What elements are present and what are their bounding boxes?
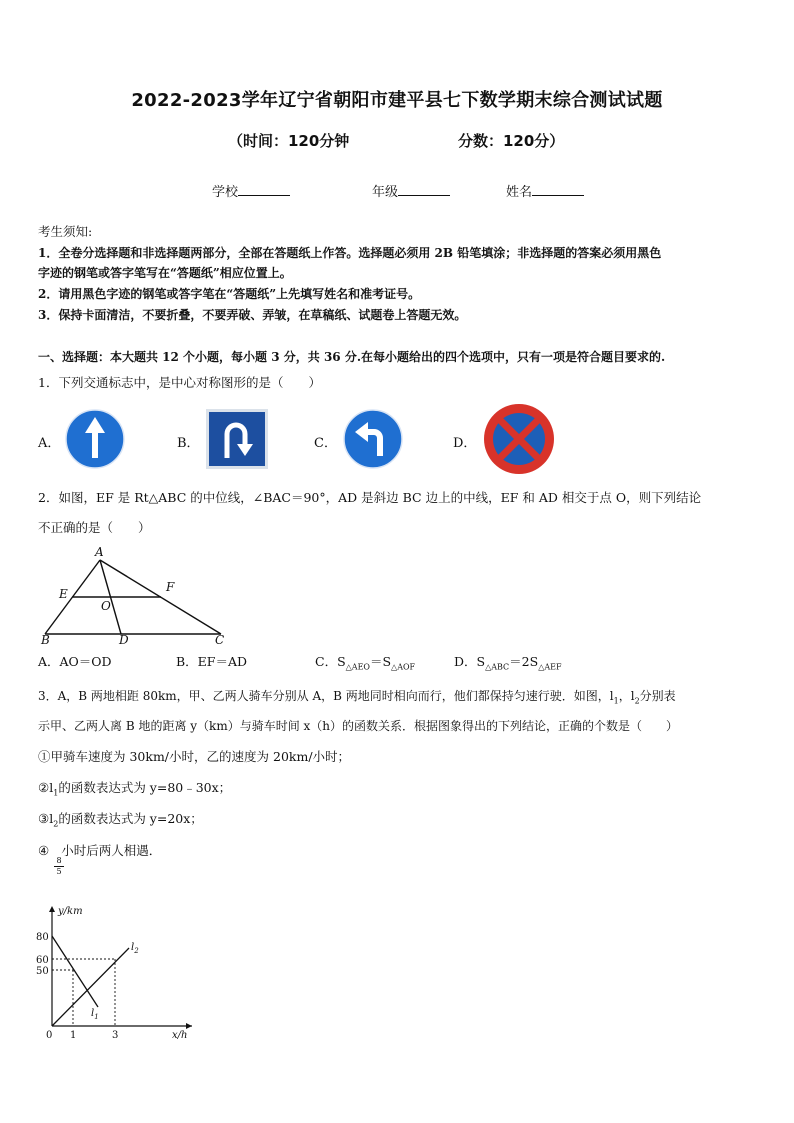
x-tick-1: 1 — [70, 1030, 77, 1040]
x-tick-0: 0 — [46, 1030, 53, 1040]
point-e-label: E — [59, 587, 68, 601]
no-parking-sign-icon — [480, 402, 558, 476]
point-d-label: D — [119, 633, 129, 647]
x-axis-label: x/h — [172, 1030, 188, 1040]
distance-time-graph — [30, 898, 200, 1040]
grade-field — [372, 181, 450, 200]
y-tick-50: 50 — [36, 966, 49, 977]
q2-stem-line2: 不正确的是（ ） — [38, 520, 151, 535]
point-b-label: B — [41, 633, 50, 647]
exam-score: 分数：120分） — [458, 132, 565, 150]
q3-conclusion-3: $③l_2$的函数表达式为 y=20x； — [38, 811, 203, 829]
q3-conclusion-1: ①甲骑车速度为 30km/小时，乙的速度为 20km/小时； — [38, 749, 351, 764]
exam-time: （时间：120分钟 — [228, 132, 350, 150]
point-c-label: C — [215, 633, 225, 647]
fraction-8-5 — [54, 856, 64, 877]
section1-heading: 一、选择题：本大题共 12 个小题，每小题 3 分，共 36 分.在每小题给出的四个选项中，只有一项是符合题目要求的. — [38, 350, 666, 364]
q2-option-c: C．$S_{\triangle AEO}=S_{\triangle AOF}$ — [315, 654, 416, 672]
q3-stem-line2: 示甲、乙两人离 B 地的距离 y（km）与骑车时间 x（h）的函数关系．根据图象得出的下列结论，正确的个数是（ ） — [38, 719, 679, 733]
y-axis-label: y/km — [58, 906, 83, 917]
name-blank — [532, 183, 584, 196]
q3-conclusion-4: ④ 小时后两人相遇． — [38, 843, 162, 858]
triangle-figure — [36, 544, 232, 648]
y-tick-60: 60 — [36, 955, 49, 966]
notice-item-1: 1．全卷分选择题和非选择题两部分，全部在答题纸上作答。选择题必须用 2B 铅笔填涂；非选择题的答案必须用黑色 — [38, 246, 662, 260]
school-label: 学校 — [212, 185, 239, 200]
notice-item-3: 3．保持卡面清洁，不要折叠，不要弄破、弄皱，在草稿纸、试题卷上答题无效。 — [38, 308, 467, 322]
notice-item-2: 2．请用黑色字迹的钢笔或答字笔在“答题纸”上先填写姓名和准考证号。 — [38, 287, 421, 301]
u-turn-sign-icon — [205, 408, 269, 470]
q2-option-b: B．EF＝AD — [176, 654, 248, 669]
q1-option-d-label: D． — [453, 436, 477, 451]
left-turn-sign-icon — [342, 408, 404, 470]
page-title: 2022-2023学年辽宁省朝阳市建平县七下数学期末综合测试试题 — [131, 90, 663, 111]
q2-stem-line1: 2．如图，EF 是 Rt△ABC 的中位线，∠BAC＝90°，AD 是斜边 BC 边上的中线，EF 和 AD 相交于点 O，则下列结论 — [38, 490, 702, 505]
q3-stem-line1: 3．A，B 两地相距 80km，甲、乙两人骑车分别从 A，B 两地同时相向而行，他们都保持匀速行驶．如图，$l_1$，$l_2$分别表 — [38, 689, 676, 706]
line-l1 — [52, 936, 98, 1007]
q1-option-a-label: A． — [38, 436, 61, 451]
l1-label: $l_1$ — [91, 1008, 99, 1021]
q2-option-a: A．AO＝OD — [38, 654, 112, 669]
q3-conclusion-2: $②l_1$的函数表达式为 y=80﹣30x； — [38, 780, 232, 798]
school-blank — [238, 183, 290, 196]
up-arrow-sign-icon — [64, 408, 126, 470]
q1-option-b-label: B． — [177, 436, 200, 451]
q1-option-c-label: C． — [314, 436, 337, 451]
point-f-label: F — [166, 580, 175, 594]
grade-label: 年级 — [372, 185, 399, 200]
q1-stem: 1．下列交通标志中，是中心对称图形的是（ ） — [38, 375, 321, 390]
notice-heading: 考生须知: — [38, 224, 93, 239]
name-field — [506, 181, 584, 200]
l2-label: $l_2$ — [131, 942, 139, 955]
grade-blank — [398, 183, 450, 196]
q2-option-d: D．$S_{\triangle ABC}=2S_{\triangle AEF}$ — [454, 654, 562, 672]
school-field — [212, 181, 290, 200]
point-a-label: A — [95, 545, 104, 559]
y-tick-80: 80 — [36, 932, 49, 943]
name-label: 姓名 — [506, 185, 533, 200]
x-axis-arrow-icon — [186, 1023, 192, 1029]
notice-item-1b: 字迹的钢笔或答字笔写在“答题纸”相应位置上。 — [38, 266, 292, 280]
point-o-label: O — [101, 599, 111, 613]
x-tick-3: 3 — [112, 1030, 119, 1040]
fraction-denominator: 5 — [56, 867, 62, 876]
fraction-numerator: 8 — [54, 856, 64, 867]
y-axis-arrow-icon — [49, 906, 55, 912]
